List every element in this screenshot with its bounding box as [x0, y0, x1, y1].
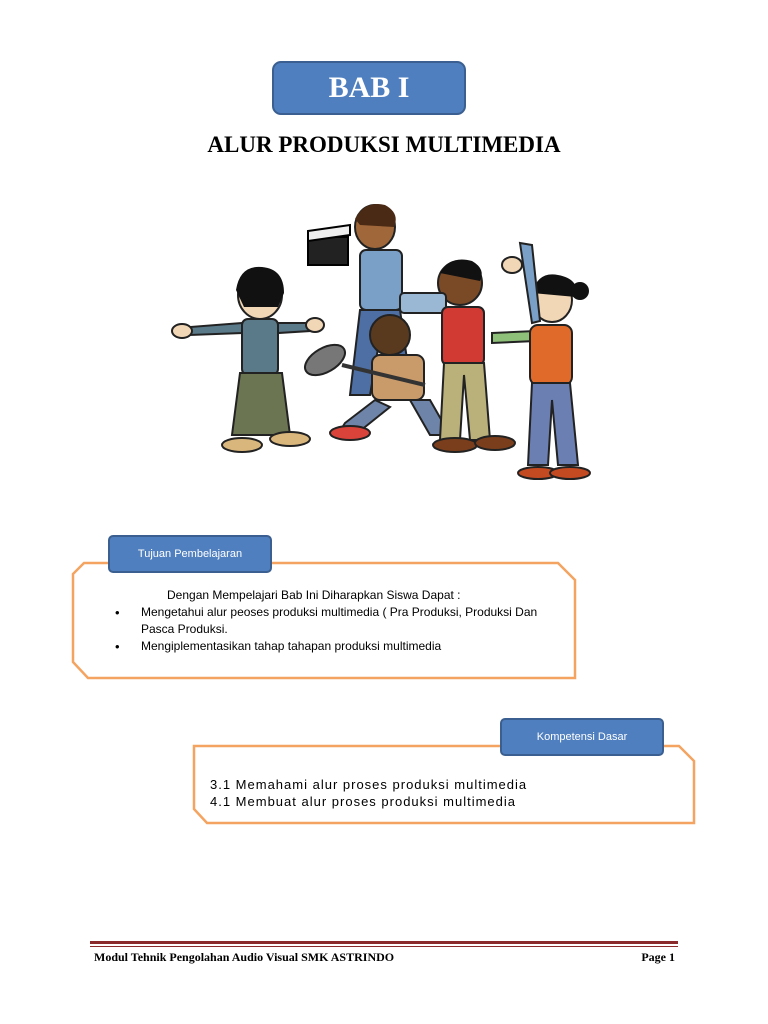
- list-item: • Mengetahui alur peoses produksi multimedia ( Pra Produksi, Produksi Dan Pasca Produksi.: [110, 604, 560, 638]
- footer-page-number: Page 1: [641, 950, 675, 964]
- tujuan-content: [110, 587, 560, 655]
- kompetensi-content: [210, 776, 527, 810]
- kompetensi-item: 4.1 Membuat alur proses produksi multimedia: [210, 794, 517, 809]
- tujuan-intro: Dengan Mempelajari Bab Ini Diharapkan Siswa Dapat :: [167, 588, 461, 602]
- chapter-title: ALUR PRODUKSI MULTIMEDIA: [207, 132, 561, 157]
- footer-rule-thin: [90, 946, 678, 947]
- footer-module-title: Modul Tehnik Pengolahan Audio Visual SMK ASTRINDO: [94, 950, 395, 964]
- tujuan-tab: Tujuan Pembelajaran: [108, 535, 272, 573]
- kompetensi-item: 3.1 Memahami alur proses produksi multimedia: [210, 777, 528, 792]
- list-item: • Mengiplementasikan tahap tahapan produksi multimedia: [110, 638, 560, 655]
- tujuan-list: [110, 604, 560, 655]
- boom-operator-figure: [300, 315, 450, 440]
- girl-figure: [172, 267, 324, 452]
- chapter-badge: BAB I: [272, 61, 466, 115]
- film-crew-illustration: [160, 195, 610, 495]
- footer-rule: [90, 941, 678, 944]
- kompetensi-tab: Kompetensi Dasar: [500, 718, 664, 756]
